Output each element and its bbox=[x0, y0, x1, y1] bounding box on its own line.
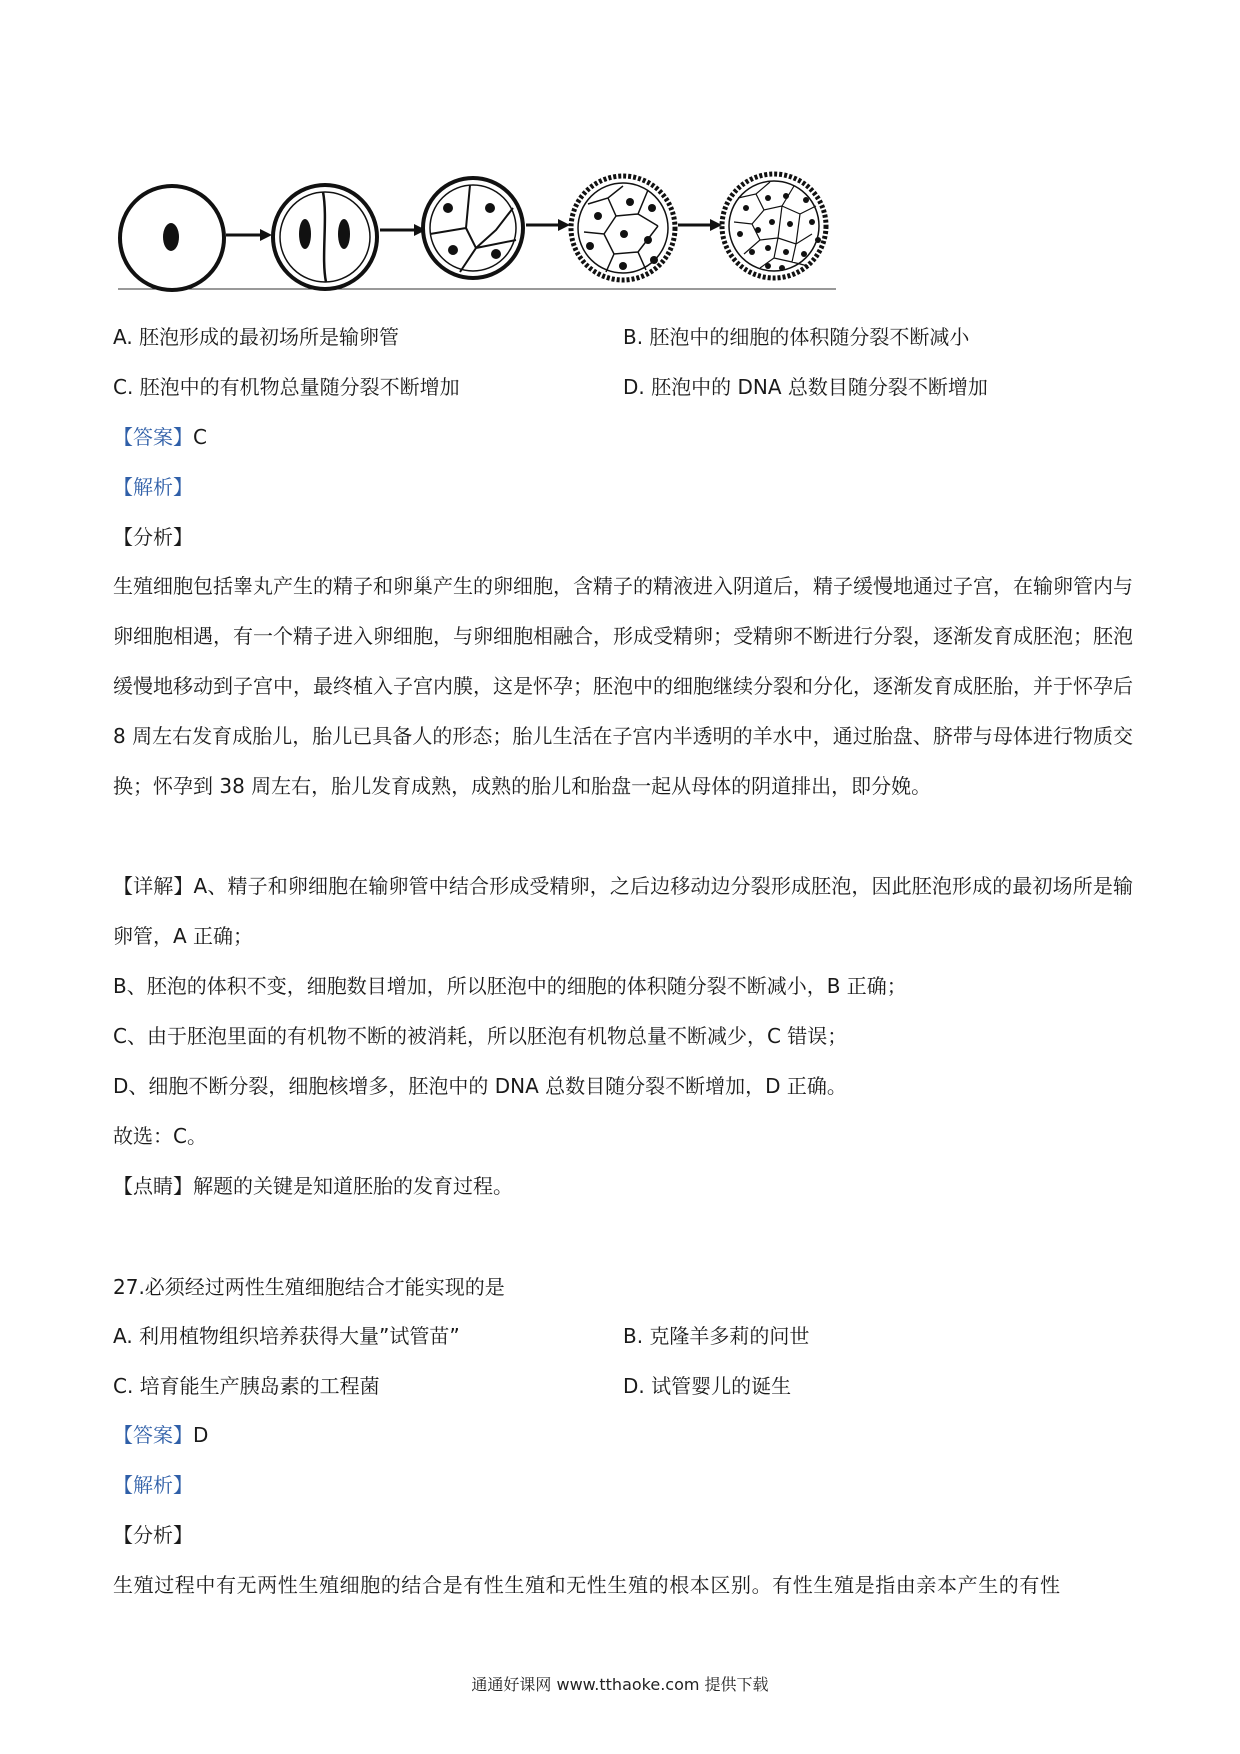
xiangjie-a-text: A、精子和卵细胞在输卵管中结合形成受精卵，之后边移动边分裂形成胚泡，因此胚泡形成的最初场所是输卵管，A 正确； bbox=[113, 874, 1134, 948]
answer-tag: 【答案】 bbox=[113, 425, 193, 449]
footer-source: 通通好课网 www.tthaoke.com 提供下载 bbox=[471, 1675, 769, 1694]
q27-answer-tag: 【答案】 bbox=[113, 1423, 193, 1447]
q27-option-a: A. 利用植物组织培养获得大量”试管苗” bbox=[113, 1324, 460, 1348]
arrow-icon bbox=[226, 229, 272, 241]
fenxi-paragraph: 生殖细胞包括睾丸产生的精子和卵巢产生的卵细胞，含精子的精液进入阴道后，精子缓慢地通过子宫，在输卵管内与卵细胞相遇，有一个精子进入卵细胞，与卵细胞相融合，形成受精卵；受精卵不断进行分裂，逐渐发育成胚泡；胚泡缓慢地移动到子宫中，最终植入子宫内膜，这是怀孕；胚泡中的细胞继续分裂和分化，逐渐发育成胚胎，并于怀孕后 8 周左右发育成胎儿，胎儿已具备人的形态；胎儿生活在子宫内半透明的羊水中，通过胎盘、脐带与母体进行物质交换；怀孕到 38 周左右，胎儿发育成熟，成熟的胎儿和胎盘一起从母体的阴道排出，即分娩。 bbox=[113, 574, 1133, 798]
blastocyst-stage bbox=[722, 174, 826, 278]
q27-fenxi-text: 生殖过程中有无两性生殖细胞的结合是有性生殖和无性生殖的根本区别。有性生殖是指由亲本产生的有性 bbox=[113, 1573, 1061, 1597]
arrow-icon bbox=[526, 219, 570, 231]
answer-line bbox=[113, 424, 207, 450]
four-cell-stage bbox=[423, 178, 523, 278]
xiangjie-a bbox=[113, 861, 1133, 961]
option-a: A. 胚泡形成的最初场所是输卵管 bbox=[113, 325, 400, 349]
dianjing-text: 解题的关键是知道胚胎的发育过程。 bbox=[193, 1174, 513, 1198]
option-d: D. 胚泡中的 DNA 总数目随分裂不断增加 bbox=[623, 375, 988, 399]
option-c: C. 胚泡中的有机物总量随分裂不断增加 bbox=[113, 375, 460, 399]
q27-answer-line bbox=[113, 1422, 208, 1448]
zygote-cell bbox=[120, 186, 224, 290]
xiangjie-d: D、细胞不断分裂，细胞核增多，胚泡中的 DNA 总数目随分裂不断增加，D 正确。 bbox=[113, 1074, 847, 1098]
option-b: B. 胚泡中的细胞的体积随分裂不断减小 bbox=[623, 325, 970, 349]
q27-analysis-tag: 【解析】 bbox=[113, 1473, 193, 1497]
question-27-stem: 27.必须经过两性生殖细胞结合才能实现的是 bbox=[113, 1275, 505, 1299]
q27-fenxi-tag: 【分析】 bbox=[113, 1523, 193, 1547]
analysis-tag: 【解析】 bbox=[113, 475, 193, 499]
fenxi-tag: 【分析】 bbox=[113, 525, 193, 549]
q27-option-c: C. 培育能生产胰岛素的工程菌 bbox=[113, 1374, 380, 1398]
arrow-icon bbox=[678, 219, 722, 231]
q27-option-d: D. 试管婴儿的诞生 bbox=[623, 1374, 792, 1398]
cell-division-figure bbox=[118, 168, 888, 310]
xiangjie-c: C、由于胚泡里面的有机物不断的被消耗，所以胚泡有机物总量不断减少，C 错误； bbox=[113, 1024, 848, 1048]
q27-answer-value: D bbox=[193, 1423, 209, 1447]
guxuan-line: 故选：C。 bbox=[113, 1124, 207, 1148]
dianjing-line bbox=[113, 1173, 513, 1199]
arrow-icon bbox=[380, 224, 426, 236]
two-cell-stage bbox=[273, 185, 377, 289]
q27-option-b: B. 克隆羊多莉的问世 bbox=[623, 1324, 810, 1348]
eight-cell-stage bbox=[571, 176, 675, 280]
xiangjie-tag: 【详解】 bbox=[113, 874, 194, 898]
answer-value: C bbox=[193, 425, 207, 449]
dianjing-tag: 【点睛】 bbox=[113, 1174, 193, 1198]
xiangjie-b: B、胚泡的体积不变，细胞数目增加，所以胚泡中的细胞的体积随分裂不断减小，B 正确； bbox=[113, 974, 907, 998]
